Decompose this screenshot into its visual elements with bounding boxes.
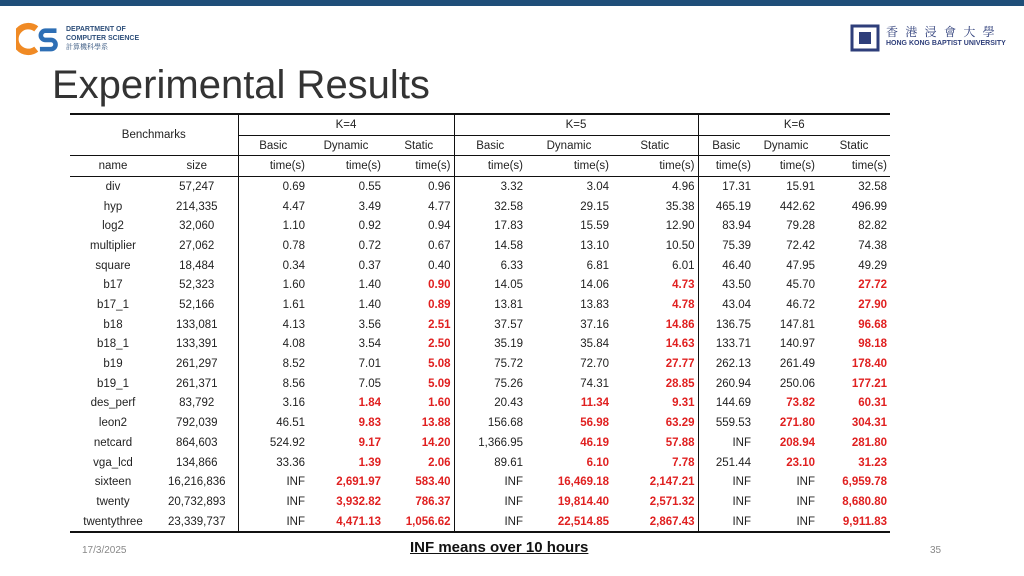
dept-line2: COMPUTER SCIENCE: [66, 35, 140, 42]
time-value: 0.55: [358, 180, 381, 193]
time-value: 2.51: [428, 318, 451, 331]
time-value: 0.92: [358, 220, 381, 233]
time-value: 304.31: [851, 417, 887, 430]
benchmark-size: 83,792: [179, 397, 215, 410]
time-unit-header: time(s): [454, 156, 526, 177]
time-value: 14.05: [454, 276, 526, 296]
time-value: 133.71: [698, 335, 754, 355]
method-header: Static: [612, 135, 698, 156]
time-value: 13.83: [580, 299, 609, 312]
benchmark-size: 18,484: [179, 259, 215, 272]
time-value: 3,932.82: [336, 495, 381, 508]
time-value: 0.89: [428, 299, 451, 312]
time-value: 559.53: [698, 413, 754, 433]
time-value: 72.42: [786, 239, 815, 252]
time-value: 46.51: [238, 413, 308, 433]
table-row: [70, 472, 890, 492]
time-value: 49.29: [858, 259, 887, 272]
group-header-k6: K=6: [698, 114, 890, 135]
time-value: 72.70: [580, 358, 609, 371]
time-value: 4,471.13: [308, 512, 384, 533]
benchmark-name: b19_1: [97, 377, 129, 390]
footer-date: 17/3/2025: [82, 545, 127, 556]
time-value: 29.15: [580, 200, 609, 213]
method-header: Basic: [698, 135, 754, 156]
time-value: 96.68: [858, 318, 887, 331]
time-value: 43.04: [698, 295, 754, 315]
time-value: 20.43: [454, 394, 526, 414]
time-value: 73.82: [786, 397, 815, 410]
time-value: 496.99: [851, 200, 887, 213]
time-unit-header: time(s): [818, 156, 890, 177]
time-unit-header: time(s): [754, 156, 818, 177]
time-value: 28.85: [665, 377, 695, 390]
time-value: 2.06: [428, 456, 451, 469]
time-value: 14.63: [665, 338, 695, 351]
benchmark-size: 261,371: [175, 377, 218, 390]
benchmark-size: 27,062: [179, 239, 215, 252]
benchmark-name: div: [105, 180, 121, 193]
time-value: 75.26: [454, 374, 526, 394]
benchmark-size: 133,081: [175, 318, 218, 331]
benchmark-name: hyp: [103, 200, 123, 213]
time-value: 89.61: [454, 453, 526, 473]
time-value: 583.40: [415, 476, 451, 489]
time-value: 0.69: [238, 177, 308, 197]
time-value: 14.86: [665, 318, 695, 331]
time-unit-header: time(s): [698, 156, 754, 177]
time-value: 0.90: [428, 279, 451, 292]
table-row: [70, 492, 890, 512]
table-row: [70, 197, 890, 217]
table-row: [70, 433, 890, 453]
benchmark-name: b18: [103, 318, 123, 331]
time-value: 19,814.40: [557, 495, 609, 508]
dept-line1: DEPARTMENT OF: [66, 26, 126, 33]
time-value: 7.05: [358, 377, 381, 390]
time-value: 33.36: [238, 453, 308, 473]
time-value: 260.94: [698, 374, 754, 394]
time-value: INF: [698, 472, 754, 492]
time-value: 79.28: [786, 220, 815, 233]
time-value: 208.94: [779, 436, 815, 449]
time-value: 261.49: [779, 358, 815, 371]
table-row: [70, 276, 890, 296]
time-value: 46.19: [580, 436, 609, 449]
time-value: 8,680.80: [842, 495, 887, 508]
time-value: 35.84: [580, 338, 609, 351]
department-logo-icon: [16, 22, 62, 56]
benchmark-size: 23,339,737: [156, 512, 238, 533]
time-value: INF: [796, 476, 815, 489]
time-value: 281.80: [851, 436, 887, 449]
benchmark-name: log2: [102, 220, 124, 233]
benchmark-size: 792,039: [175, 417, 218, 430]
table-row: [70, 295, 890, 315]
time-value: INF: [454, 472, 526, 492]
benchmark-size: 261,297: [175, 358, 218, 371]
time-value: 251.44: [698, 453, 754, 473]
time-value: INF: [796, 495, 815, 508]
time-value: 35.38: [665, 200, 695, 213]
time-value: 0.67: [428, 239, 451, 252]
table-row: [70, 216, 890, 236]
time-value: 14.20: [421, 436, 451, 449]
table-row: [70, 512, 890, 533]
benchmark-name: vga_lcd: [93, 456, 133, 469]
benchmark-name: b18_1: [97, 338, 129, 351]
time-value: 9.17: [358, 436, 381, 449]
time-value: 2,867.43: [612, 512, 698, 533]
time-value: 13.88: [421, 417, 451, 430]
page-title: Experimental Results: [52, 63, 430, 107]
time-value: 262.13: [698, 354, 754, 374]
time-value: 144.69: [698, 394, 754, 414]
benchmark-name: b19: [103, 358, 123, 371]
page-number: 35: [930, 545, 942, 556]
group-header-k4: K=4: [238, 114, 454, 135]
university-name: [886, 26, 1006, 50]
time-value: 1.40: [358, 279, 381, 292]
time-value: 1.10: [238, 216, 308, 236]
time-unit-header: time(s): [238, 156, 308, 177]
time-value: 1.84: [358, 397, 381, 410]
time-value: 1.60: [428, 397, 451, 410]
time-value: 3.49: [358, 200, 381, 213]
time-value: 1.61: [238, 295, 308, 315]
method-header: Dynamic: [526, 135, 612, 156]
time-value: 156.68: [454, 413, 526, 433]
university-logo-icon: [850, 24, 880, 52]
benchmark-size: 214,335: [175, 200, 218, 213]
time-value: 14.58: [454, 236, 526, 256]
time-value: 7.01: [358, 358, 381, 371]
table-row: [70, 413, 890, 433]
time-value: 37.16: [580, 318, 609, 331]
time-value: 1,366.95: [454, 433, 526, 453]
time-value: 1.40: [358, 299, 381, 312]
time-value: 10.50: [665, 239, 695, 252]
top-accent-bar: [0, 0, 1024, 6]
benchmark-name: b17_1: [97, 299, 129, 312]
time-value: 27.90: [858, 299, 887, 312]
time-value: INF: [454, 492, 526, 512]
time-value: 4.73: [672, 279, 695, 292]
table-row: [70, 236, 890, 256]
time-value: 7.78: [672, 456, 695, 469]
table-row: [70, 177, 890, 197]
time-value: 4.08: [238, 335, 308, 355]
time-value: 32.58: [454, 197, 526, 217]
time-value: 9.83: [358, 417, 381, 430]
time-value: INF: [698, 492, 754, 512]
time-value: 271.80: [779, 417, 815, 430]
time-value: 45.70: [786, 279, 815, 292]
method-header: Basic: [238, 135, 308, 156]
benchmark-size: 57,247: [179, 180, 215, 193]
time-value: 4.96: [672, 180, 695, 193]
time-value: 82.82: [858, 220, 887, 233]
time-value: 13.10: [580, 239, 609, 252]
table-row: [70, 453, 890, 473]
time-value: 35.19: [454, 335, 526, 355]
footer-note: INF means over 10 hours: [410, 539, 589, 556]
table-row: [70, 354, 890, 374]
method-header: Dynamic: [754, 135, 818, 156]
time-value: 98.18: [858, 338, 887, 351]
method-header: Static: [384, 135, 454, 156]
name-column-header: name: [70, 156, 156, 177]
time-value: 9.31: [672, 397, 695, 410]
table-row: [70, 394, 890, 414]
time-value: 5.09: [428, 377, 451, 390]
time-value: 3.04: [586, 180, 609, 193]
benchmark-size: 20,732,893: [167, 495, 226, 508]
time-value: INF: [698, 433, 754, 453]
time-value: 136.75: [698, 315, 754, 335]
time-value: 13.81: [454, 295, 526, 315]
time-value: 4.77: [428, 200, 451, 213]
benchmark-name: twenty: [96, 495, 130, 508]
method-header: Static: [818, 135, 890, 156]
table-row: [70, 374, 890, 394]
time-value: 0.96: [428, 180, 451, 193]
time-value: 0.37: [358, 259, 381, 272]
time-value: INF: [754, 512, 818, 533]
time-value: 8.56: [238, 374, 308, 394]
time-value: INF: [238, 472, 308, 492]
uni-en: HONG KONG BAPTIST UNIVERSITY: [886, 40, 1006, 47]
time-value: 0.78: [238, 236, 308, 256]
time-value: 46.40: [698, 256, 754, 276]
time-value: 60.31: [858, 397, 887, 410]
uni-cn: 香 港 浸 會 大 學: [886, 25, 997, 39]
table-row: [70, 256, 890, 276]
time-value: 3.54: [358, 338, 381, 351]
time-value: INF: [698, 512, 754, 533]
time-unit-header: time(s): [308, 156, 384, 177]
time-value: 6.33: [454, 256, 526, 276]
benchmark-name: sixteen: [94, 476, 132, 489]
time-value: 250.06: [779, 377, 815, 390]
dept-cn: 計算機科學系: [66, 44, 108, 51]
time-value: 6.01: [672, 259, 695, 272]
time-value: 17.31: [698, 177, 754, 197]
time-value: 5.08: [428, 358, 451, 371]
time-unit-header: time(s): [526, 156, 612, 177]
time-value: 0.34: [238, 256, 308, 276]
benchmark-name: netcard: [93, 436, 133, 449]
time-value: 2.50: [428, 338, 451, 351]
time-value: 177.21: [851, 377, 887, 390]
time-value: 11.34: [580, 397, 609, 410]
time-value: 0.72: [358, 239, 381, 252]
time-value: 3.16: [238, 394, 308, 414]
time-unit-header: time(s): [612, 156, 698, 177]
benchmark-name: leon2: [98, 417, 128, 430]
benchmark-size: 32,060: [179, 220, 215, 233]
benchmark-size: 864,603: [175, 436, 218, 449]
time-value: 15.59: [580, 220, 609, 233]
benchmark-name: b17: [103, 279, 123, 292]
benchmark-size: 133,391: [175, 338, 218, 351]
time-value: 3.32: [454, 177, 526, 197]
time-value: 0.94: [428, 220, 451, 233]
time-value: 32.58: [858, 180, 887, 193]
method-header: Dynamic: [308, 135, 384, 156]
time-value: INF: [238, 492, 308, 512]
time-value: 4.47: [238, 197, 308, 217]
time-value: 3.56: [358, 318, 381, 331]
time-value: 1,056.62: [384, 512, 454, 533]
benchmark-size: 52,166: [179, 299, 215, 312]
time-value: 16,469.18: [557, 476, 609, 489]
time-value: 75.39: [698, 236, 754, 256]
time-value: 46.72: [786, 299, 815, 312]
results-table: [70, 113, 890, 533]
time-value: 0.40: [428, 259, 451, 272]
time-value: 15.91: [786, 180, 815, 193]
time-value: 140.97: [779, 338, 815, 351]
time-value: 6,959.78: [842, 476, 887, 489]
time-value: 2,691.97: [336, 476, 381, 489]
benchmarks-header: Benchmarks: [70, 114, 238, 156]
time-value: 27.72: [858, 279, 887, 292]
time-value: 14.06: [580, 279, 609, 292]
time-value: 63.29: [665, 417, 695, 430]
benchmark-name: multiplier: [89, 239, 136, 252]
time-value: 22,514.85: [526, 512, 612, 533]
benchmark-name: des_perf: [90, 397, 136, 410]
time-value: 23.10: [786, 456, 815, 469]
benchmark-size: 16,216,836: [167, 476, 226, 489]
method-header: Basic: [454, 135, 526, 156]
department-name: [66, 25, 139, 52]
time-value: 74.38: [858, 239, 887, 252]
time-value: 75.72: [454, 354, 526, 374]
time-value: 442.62: [779, 200, 815, 213]
time-value: 74.31: [580, 377, 609, 390]
size-column-header: size: [156, 156, 238, 177]
benchmark-name: twentythree: [70, 512, 156, 533]
benchmark-size: 52,323: [179, 279, 215, 292]
time-value: 17.83: [454, 216, 526, 236]
time-value: 524.92: [238, 433, 308, 453]
time-value: 47.95: [786, 259, 815, 272]
time-value: 178.40: [851, 358, 887, 371]
time-unit-header: time(s): [384, 156, 454, 177]
time-value: 8.52: [238, 354, 308, 374]
time-value: 147.81: [779, 318, 815, 331]
table-row: [70, 335, 890, 355]
time-value: 37.57: [454, 315, 526, 335]
time-value: 43.50: [698, 276, 754, 296]
time-value: 27.77: [665, 358, 695, 371]
time-value: INF: [454, 512, 526, 533]
time-value: 6.10: [586, 456, 609, 469]
time-value: 4.78: [672, 299, 695, 312]
benchmark-size: 134,866: [175, 456, 218, 469]
time-value: 9,911.83: [818, 512, 890, 533]
table-row: [70, 315, 890, 335]
time-value: 6.81: [586, 259, 609, 272]
time-value: 4.13: [238, 315, 308, 335]
time-value: 12.90: [665, 220, 695, 233]
time-value: 1.60: [238, 276, 308, 296]
benchmark-name: square: [95, 259, 131, 272]
time-value: 786.37: [415, 495, 451, 508]
group-header-k5: K=5: [454, 114, 698, 135]
time-value: 56.98: [580, 417, 609, 430]
time-value: 2,571.32: [649, 495, 695, 508]
time-value: 2,147.21: [649, 476, 695, 489]
time-value: 31.23: [858, 456, 887, 469]
time-value: 57.88: [665, 436, 695, 449]
time-value: 1.39: [358, 456, 381, 469]
time-value: 83.94: [698, 216, 754, 236]
time-value: 465.19: [698, 197, 754, 217]
time-value: INF: [238, 512, 308, 533]
